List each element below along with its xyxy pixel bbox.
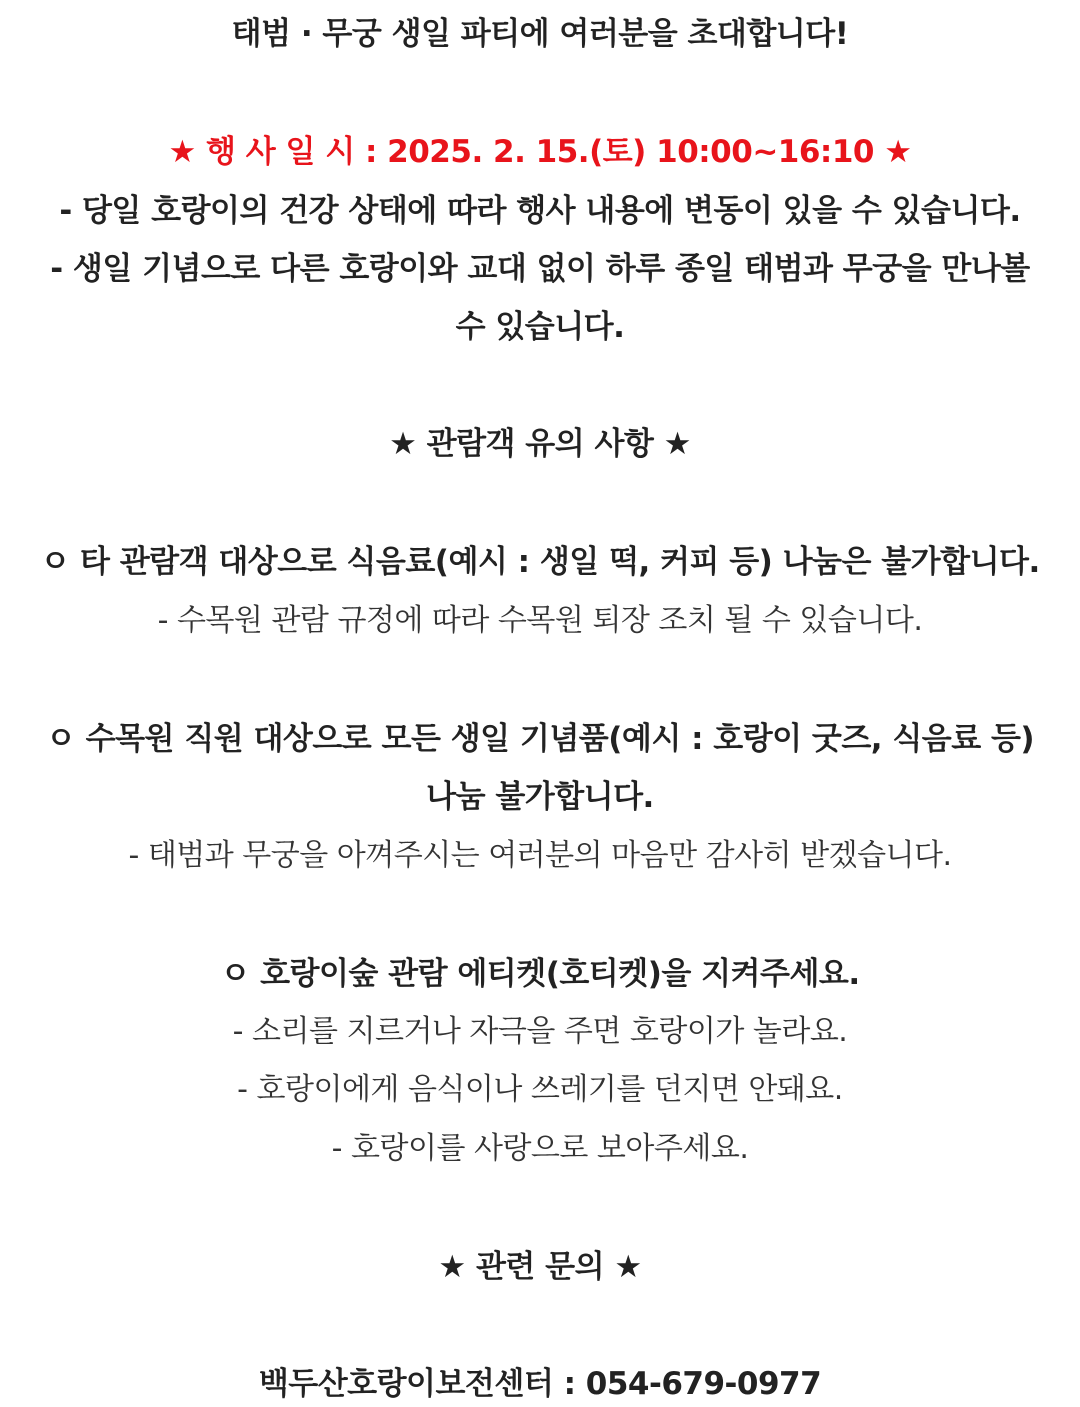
notice-item-etiquette-sub3: - 호랑이를 사랑으로 보아주세요.	[331, 1131, 749, 1166]
event-note-birthday-line1: - 생일 기념으로 다른 호랑이와 교대 없이 하루 종일 태범과 무궁을 만나볼	[50, 251, 1030, 287]
notice-item-etiquette-sub1: - 소리를 지르거나 자극을 주면 호랑이가 놀라요.	[232, 1014, 848, 1049]
page-title: 태범 · 무궁 생일 파티에 여러분을 초대합니다!	[231, 16, 849, 52]
event-note-health: - 당일 호랑이의 건강 상태에 따라 행사 내용에 변동이 있을 수 있습니다.	[59, 193, 1021, 229]
notice-item-food-sharing-sub: - 수목원 관람 규정에 따라 수목원 퇴장 조치 될 수 있습니다.	[157, 603, 923, 638]
event-datetime: ★ 행 사 일 시 : 2025. 2. 15.(토) 10:00~16:10 ★	[168, 134, 912, 170]
notice-item-gifts-line2: 나눔 불가합니다.	[426, 779, 654, 815]
notice-item-etiquette: ㅇ 호랑이숲 관람 에티켓(호티켓)을 지켜주세요.	[220, 956, 860, 992]
notice-item-food-sharing: ㅇ 타 관람객 대상으로 식음료(예시 : 생일 떡, 커피 등) 나눔은 불가합니다.	[40, 544, 1040, 580]
notice-item-gifts-line1: ㅇ 수목원 직원 대상으로 모든 생일 기념품(예시 : 호랑이 굿즈, 식음료 등)	[45, 721, 1035, 757]
event-note-birthday-line2: 수 있습니다.	[455, 309, 625, 345]
notice-item-etiquette-sub2: - 호랑이에게 음식이나 쓰레기를 던지면 안돼요.	[237, 1072, 843, 1107]
notice-heading: ★ 관람객 유의 사항 ★	[389, 426, 691, 462]
contact-heading: ★ 관련 문의 ★	[438, 1249, 642, 1285]
notice-item-gifts-sub: - 태범과 무궁을 아껴주시는 여러분의 마음만 감사히 받겠습니다.	[128, 838, 952, 873]
contact-info: 백두산호랑이보전센터 : 054-679-0977	[258, 1366, 822, 1402]
